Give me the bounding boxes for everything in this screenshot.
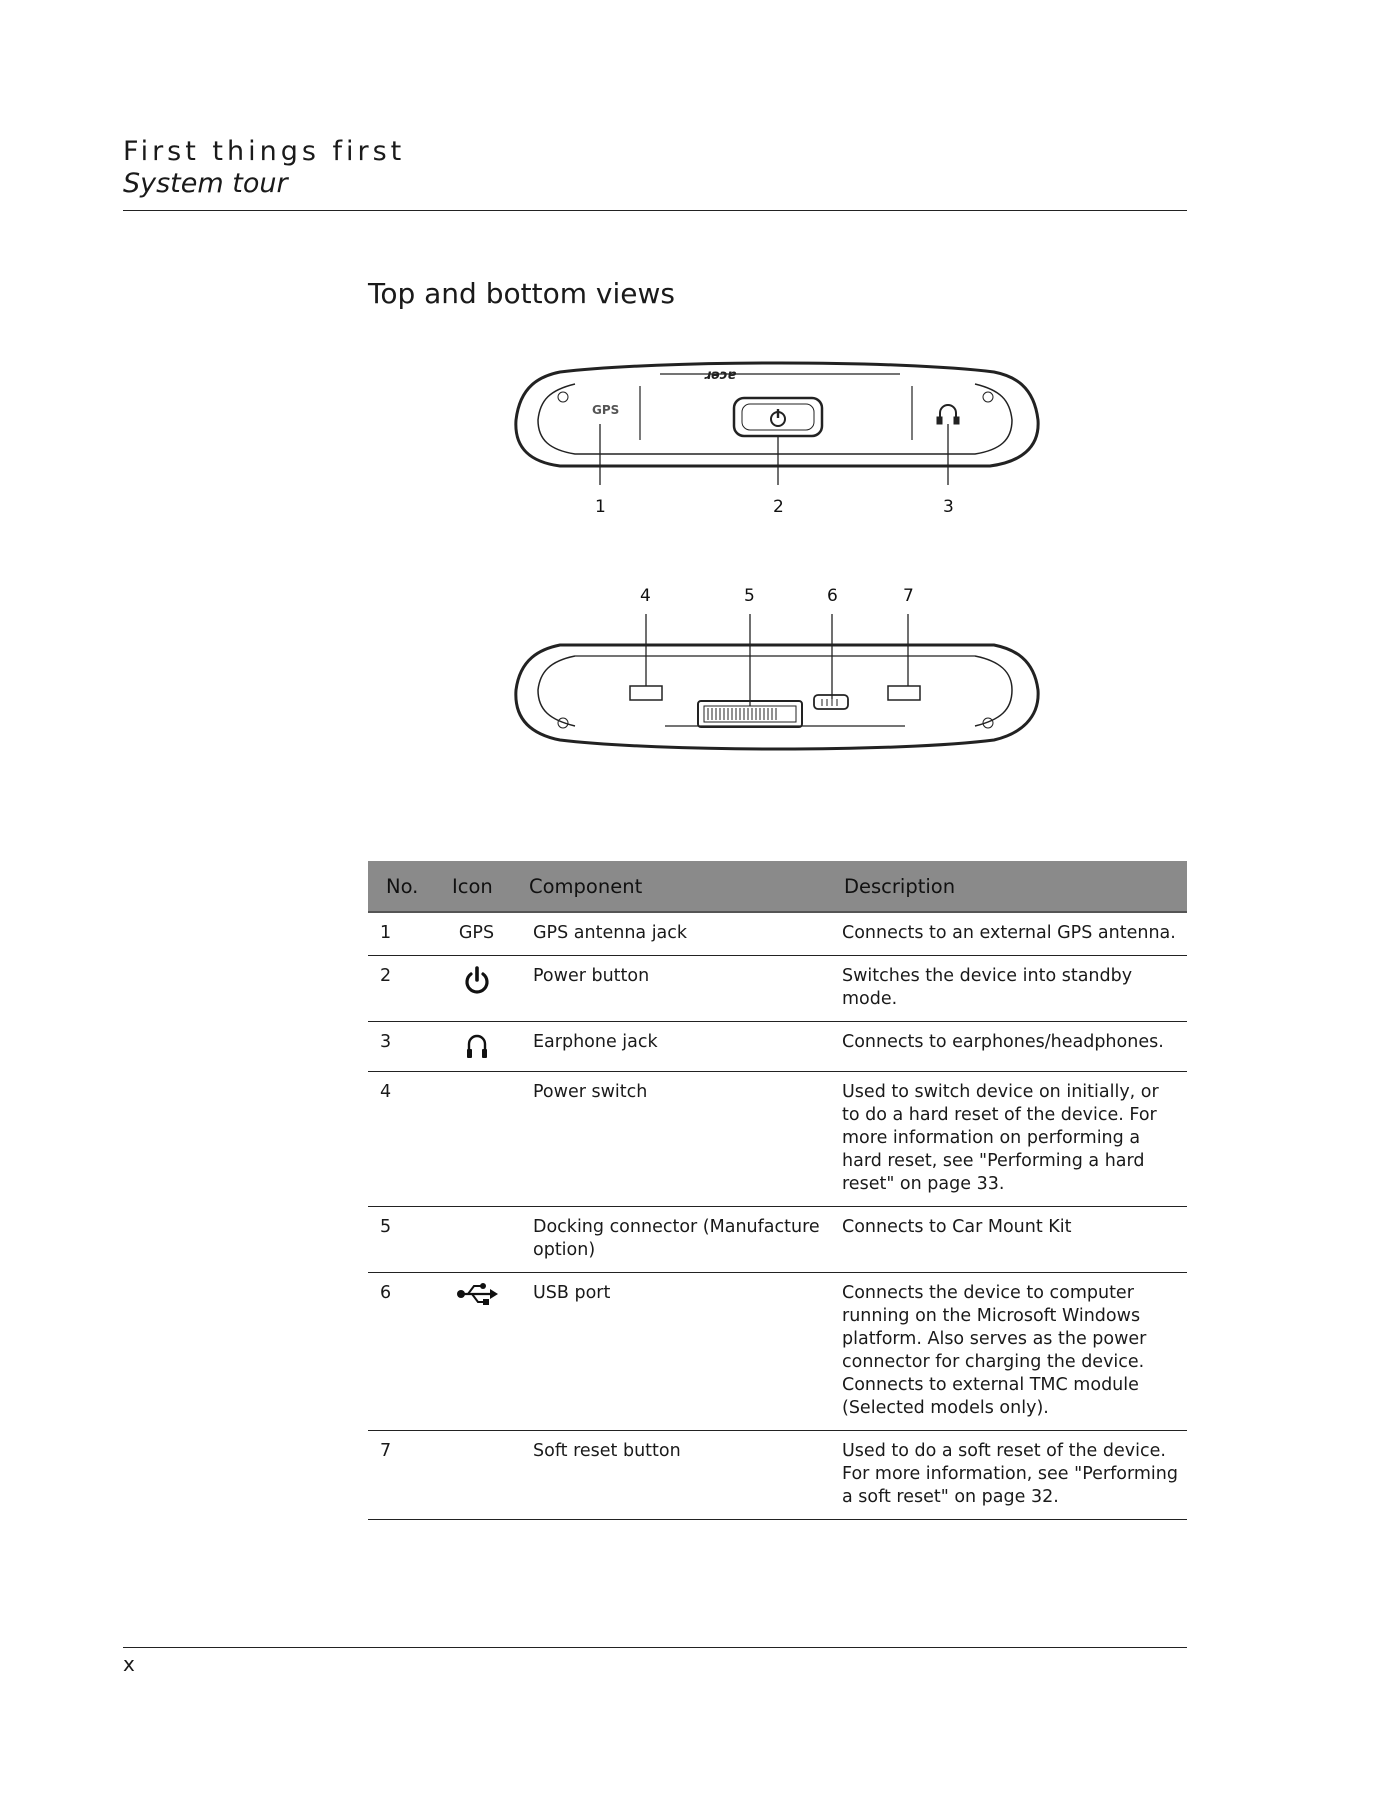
svg-text:ɹǝɔɐ: ɹǝɔɐ	[704, 368, 737, 383]
callout-5: 5	[744, 586, 755, 606]
callout-1: 1	[595, 497, 606, 517]
components-table	[368, 861, 1187, 1520]
component-name: Earphone jack	[521, 1022, 830, 1072]
table-row	[368, 1072, 1187, 1207]
component-name: Power switch	[521, 1072, 830, 1207]
callout-4: 4	[640, 586, 651, 606]
component-name: Power button	[521, 956, 830, 1022]
col-header-icon: Icon	[444, 861, 521, 912]
footer-rule	[123, 1647, 1187, 1648]
col-header-description: Description	[830, 861, 1187, 912]
page-heading: Top and bottom views	[368, 277, 675, 310]
row-number: 5	[368, 1207, 444, 1273]
col-header-component: Component	[521, 861, 830, 912]
power-icon	[463, 965, 491, 995]
gps-label: GPS	[592, 403, 620, 417]
table-row	[368, 912, 1187, 956]
col-header-no: No.	[368, 861, 444, 912]
table-row	[368, 1273, 1187, 1431]
component-name: Soft reset button	[521, 1431, 830, 1520]
table-row	[368, 1022, 1187, 1072]
row-number: 2	[368, 956, 444, 1022]
row-number: 1	[368, 912, 444, 956]
device-bottom-view	[516, 645, 1038, 749]
component-description: Switches the device into standby mode.	[830, 956, 1187, 1022]
callout-3: 3	[943, 497, 954, 517]
component-description: Connects to earphones/headphones.	[830, 1022, 1187, 1072]
table-row	[368, 1207, 1187, 1273]
table-row	[368, 1431, 1187, 1520]
component-name: USB port	[521, 1273, 830, 1431]
chapter-title: First things first	[123, 136, 406, 167]
icon-cell-empty	[444, 1431, 521, 1520]
component-description: Connects to Car Mount Kit	[830, 1207, 1187, 1273]
table-row	[368, 956, 1187, 1022]
row-number: 4	[368, 1072, 444, 1207]
callout-6: 6	[827, 586, 838, 606]
device-diagram	[0, 0, 1400, 800]
usb-icon	[456, 1282, 498, 1306]
callout-7: 7	[903, 586, 914, 606]
component-description: Used to do a soft reset of the device. For more information, see "Performing a soft reset" on page 32.	[830, 1431, 1187, 1520]
component-name: Docking connector (Manufacture option)	[521, 1207, 830, 1273]
component-description: Connects the device to computer running on the Microsoft Windows platform. Also serves as the power connector for charging the device. Connects to external TMC module (Selected models only).	[830, 1273, 1187, 1431]
row-number: 3	[368, 1022, 444, 1072]
row-number: 6	[368, 1273, 444, 1431]
page-number: x	[123, 1652, 135, 1676]
headphone-icon	[464, 1031, 490, 1061]
component-name: GPS antenna jack	[521, 912, 830, 956]
icon-cell-empty	[444, 1207, 521, 1273]
gps-text-icon: GPS	[444, 912, 521, 956]
component-description: Connects to an external GPS antenna.	[830, 912, 1187, 956]
component-description: Used to switch device on initially, or to do a hard reset of the device. For more information on performing a hard reset, see "Performing a hard reset" on page 33.	[830, 1072, 1187, 1207]
icon-cell-empty	[444, 1072, 521, 1207]
row-number: 7	[368, 1431, 444, 1520]
section-title: System tour	[123, 168, 288, 199]
table-header-row	[368, 861, 1187, 912]
callout-2: 2	[773, 497, 784, 517]
